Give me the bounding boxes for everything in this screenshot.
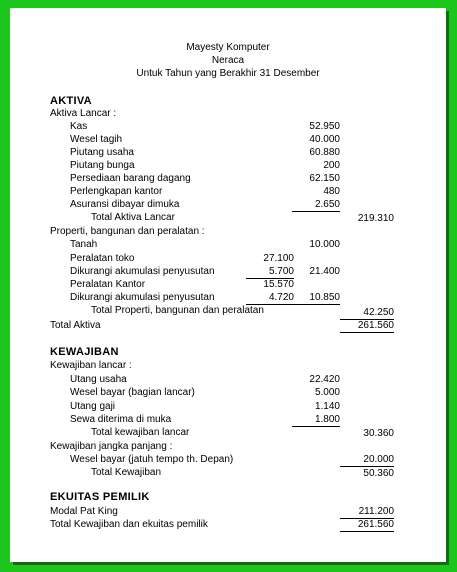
lancar-item-label: Wesel tagih	[70, 134, 123, 145]
lancar-item-value: 52.950	[309, 121, 340, 132]
peralatan-toko-label: Peralatan toko	[70, 253, 135, 264]
balance-sheet	[10, 8, 446, 562]
kewajiban-item-value: 1.800	[314, 414, 340, 425]
lancar-item-label: Persediaan barang dagang	[70, 173, 191, 184]
aktiva-tetap-label: Properti, bangunan dan peralatan :	[50, 226, 205, 237]
total-kewajiban-lancar-value: 30.360	[363, 428, 394, 439]
wesel-bayar-label: Wesel bayar (jatuh tempo th. Depan)	[70, 454, 234, 465]
document-page	[10, 8, 446, 562]
kewajiban-panjang-label: Kewajiban jangka panjang :	[50, 441, 173, 452]
total-kewajiban-ekuitas-value: 261.560	[357, 519, 394, 530]
peralatan-kantor-label: Peralatan Kantor	[70, 279, 146, 290]
lancar-item-label: Kas	[70, 121, 88, 132]
lancar-item-value: 40.000	[309, 134, 340, 145]
lancar-item-label: Perlengkapan kantor	[70, 186, 163, 197]
total-rule	[340, 531, 394, 532]
total-rule	[340, 332, 394, 333]
total-kewajiban-value: 50.360	[363, 468, 394, 479]
kewajiban-item-value: 1.140	[314, 401, 340, 412]
total-aktiva-value: 261.560	[357, 320, 394, 331]
aktiva-lancar-label: Aktiva Lancar :	[50, 108, 117, 119]
lancar-item-value: 480	[323, 186, 340, 197]
kewajiban-item-label: Utang gaji	[70, 401, 116, 412]
akumulasi-net-value: 21.400	[309, 266, 340, 277]
akumulasi-label: Dikurangi akumulasi penyusutan	[70, 266, 215, 277]
kewajiban-lancar-label: Kewajiban lancar :	[50, 360, 132, 371]
subtotal-rule	[292, 304, 340, 305]
total-aktiva-lancar-value: 219.310	[357, 213, 394, 224]
total-aktiva-label: Total Aktiva	[50, 320, 101, 331]
total-kewajiban-label: Total Kewajiban	[91, 467, 162, 478]
akumulasi-net-value: 10.850	[309, 292, 340, 303]
kewajiban-item-label: Wesel bayar (bagian lancar)	[70, 387, 195, 398]
lancar-item-label: Piutang bunga	[70, 160, 135, 171]
kewajiban-heading: KEWAJIBAN	[50, 346, 119, 358]
peralatan-kantor-value: 15.570	[263, 279, 294, 290]
subtotal-rule	[340, 466, 394, 467]
modal-label: Modal Pat King	[50, 506, 118, 517]
kewajiban-item-value: 5.000	[314, 387, 340, 398]
total-properti-value: 42.250	[363, 307, 394, 318]
wesel-bayar-value: 20.000	[363, 454, 394, 465]
lancar-item-value: 200	[323, 160, 340, 171]
company-name: Mayesty Komputer	[186, 42, 270, 53]
tanah-label: Tanah	[70, 239, 98, 250]
lancar-item-value: 2.650	[314, 199, 340, 210]
lancar-item-value: 60.880	[309, 147, 340, 158]
modal-value: 211.200	[358, 506, 394, 517]
subtotal-rule	[292, 211, 340, 212]
akumulasi-label: Dikurangi akumulasi penyusutan	[70, 292, 215, 303]
lancar-item-label: Asuransi dibayar dimuka	[70, 199, 180, 210]
akumulasi-value: 4.720	[268, 292, 294, 303]
tanah-value: 10.000	[309, 239, 340, 250]
kewajiban-item-label: Utang usaha	[70, 374, 127, 385]
lancar-item-label: Piutang usaha	[70, 147, 134, 158]
report-title: Neraca	[211, 55, 245, 66]
subtotal-rule	[292, 426, 340, 427]
akumulasi-value: 5.700	[268, 266, 294, 277]
aktiva-heading: AKTIVA	[50, 95, 92, 107]
report-period: Untuk Tahun yang Berakhir 31 Desember	[136, 68, 320, 79]
ekuitas-heading: EKUITAS PEMILIK	[50, 491, 150, 503]
kewajiban-item-label: Sewa diterima di muka	[70, 414, 172, 425]
total-kewajiban-lancar-label: Total kewajiban lancar	[91, 427, 190, 438]
kewajiban-item-value: 22.420	[309, 374, 340, 385]
total-aktiva-lancar-label: Total Aktiva Lancar	[91, 212, 175, 223]
peralatan-toko-value: 27.100	[263, 253, 294, 264]
total-kewajiban-ekuitas-label: Total Kewajiban dan ekuitas pemilik	[50, 519, 208, 530]
total-properti-label: Total Properti, bangunan dan peralatan	[91, 305, 264, 316]
lancar-item-value: 62.150	[309, 173, 340, 184]
